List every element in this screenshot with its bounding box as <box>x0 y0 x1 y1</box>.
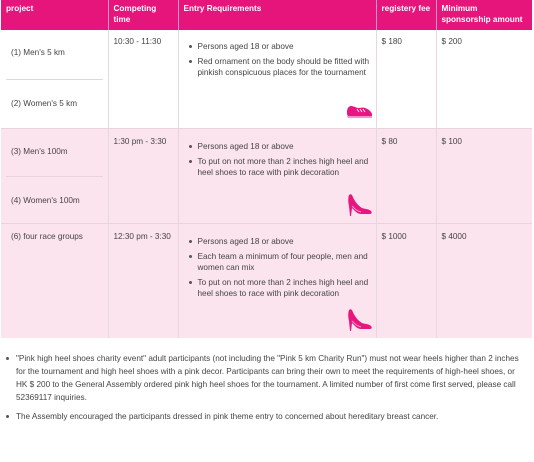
project-label: (6) four race groups <box>11 232 83 241</box>
header-project: project <box>1 0 108 30</box>
requirements-cell <box>178 129 376 224</box>
sponsorship-cell: $ 200 <box>436 30 532 129</box>
requirement-item: Persons aged 18 or above <box>198 236 371 247</box>
project-item <box>6 224 103 242</box>
requirement-item: Each team a minimum of four people, men and women can mix <box>198 251 371 273</box>
project-cell <box>1 30 108 129</box>
note-item: "Pink high heel shoes charity event" adult participants (not including the "Pink 5 km Charity Run") must not wear heels higher than 2 inches for the tournament and high heel shoes with a pink decor. Participants can bring their own to meet the requirements of high-heel shoes, or HK $ 200 to the General Assembly ordered pink high heel shoes for the tournament. A limited number of first come first served, please call 52369117 inquiries. <box>16 352 528 404</box>
project-label: (3) Men's 100m <box>11 147 68 156</box>
time-cell: 10:30 - 11:30 <box>108 30 178 129</box>
fee-cell: $ 1000 <box>376 224 436 338</box>
requirement-item: To put on not more than 2 inches high heel and heel shoes to race with pink decoration <box>198 277 371 299</box>
time-cell: 1:30 pm - 3:30 <box>108 129 178 224</box>
requirement-item: Persons aged 18 or above <box>198 41 371 52</box>
requirements-list <box>184 236 371 299</box>
requirement-item: To put on not more than 2 inches high heel and heel shoes to race with pink decoration <box>198 156 371 178</box>
pink-high-heel-icon <box>346 308 373 332</box>
event-table <box>1 0 532 338</box>
sponsorship-cell: $ 4000 <box>436 224 532 338</box>
project-cell <box>1 224 108 338</box>
requirements-cell <box>178 30 376 129</box>
project-item <box>6 30 103 79</box>
header-requirements: Entry Requirements <box>178 0 376 30</box>
sponsorship-cell: $ 100 <box>436 129 532 224</box>
fee-cell: $ 180 <box>376 30 436 129</box>
notes-list <box>0 352 528 429</box>
project-label: (4) Women's 100m <box>11 196 80 205</box>
header-time: Competing time <box>108 0 178 30</box>
requirements-list <box>184 141 371 178</box>
table-row <box>1 129 532 224</box>
table-header-row <box>1 0 532 30</box>
project-item <box>6 176 103 223</box>
requirements-cell <box>178 224 376 338</box>
project-cell <box>1 129 108 224</box>
project-label: (2) Women's 5 km <box>11 99 78 108</box>
requirement-item: Persons aged 18 or above <box>198 141 371 152</box>
requirements-list <box>184 41 371 78</box>
requirement-item: Red ornament on the body should be fitted with pinkish conspicuous places for the tournament <box>197 57 370 77</box>
pink-high-heel-icon <box>346 193 373 217</box>
header-sponsorship: Minimum sponsorship amount <box>436 0 532 30</box>
note-item: The Assembly encouraged the participants dressed in pink theme entry to concerned about hereditary breast cancer. <box>16 410 528 423</box>
time-cell: 12:30 pm - 3:30 <box>108 224 178 338</box>
table-row <box>1 30 532 129</box>
project-item <box>6 79 103 128</box>
project-item <box>6 129 103 176</box>
fee-cell: $ 80 <box>376 129 436 224</box>
pink-sneaker-icon <box>346 102 373 119</box>
header-fee: registery fee <box>376 0 436 30</box>
project-label: (1) Men's 5 km <box>11 48 65 57</box>
table-row <box>1 224 532 338</box>
